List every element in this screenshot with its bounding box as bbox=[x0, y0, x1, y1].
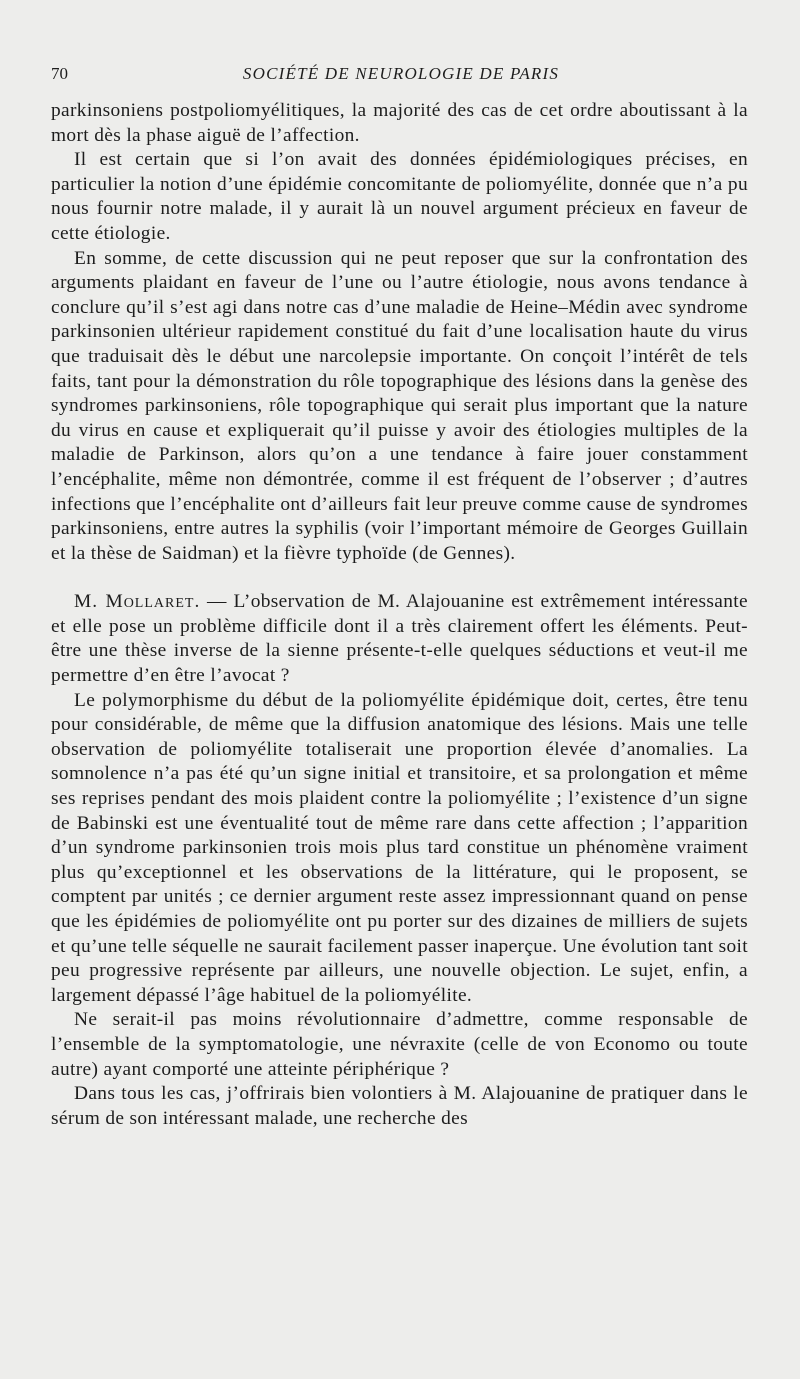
page-number: 70 bbox=[51, 64, 68, 83]
paragraph-continuation: parkinsoniens postpoliomyélitiques, la majorité des cas de cet ordre aboutissant à la mort dès la phase aiguë de l’affection. bbox=[51, 100, 748, 146]
running-title: SOCIÉTÉ DE NEUROLOGIE DE PARIS bbox=[242, 64, 560, 83]
paragraph-mollaret-intro bbox=[51, 590, 748, 688]
paragraph-mollaret-text: — L’observation de M. Alajouanine est extrêmement intéressante et elle pose un problème difficile dont il a très clairement offert les éléments. Peut-être une thèse inverse de la sienne présente-t-elle quelques séductions et veut-il me permettre d’en être l’avocat ? bbox=[51, 591, 749, 687]
paragraph-final: Dans tous les cas, j’offrirais bien volontiers à M. Alajouanine de pratiquer dans le sérum de son intéressant malade, une recherche des bbox=[51, 1083, 748, 1129]
body-text bbox=[51, 99, 748, 1131]
paragraph-nevraxite: Ne serait-il pas moins révolutionnaire d’admettre, comme responsable de l’ensemble de la symptomatologie, une névraxite (celle de von Economo ou toute autre) ayant comporté une atteinte périphérique ? bbox=[51, 1009, 748, 1080]
paragraph-conclusion: En somme, de cette discussion qui ne peut reposer que sur la confrontation des arguments plaidant en faveur de l’une ou l’autre étiologie, nous avons tendance à conclure qu’il s’est agi dans notre cas d’une maladie de Heine–Médin avec syndrome parkinsonien ultérieur rapidement constitué du fait d’une localisation haute du virus que traduisait dès le début une narcolepsie importante. On conçoit l’intérêt de tels faits, tant pour la démonstration du rôle topographique des lésions dans la genèse des syndromes parkinsoniens, rôle topographique qui serait plus important que la nature du virus en cause et expliquerait qu’il puisse y avoir des étiologies multiples de la maladie de Parkinson, alors qu’on a une tendance à faire jouer constamment l’encéphalite, même non démontrée, comme il est fréquent de l’observer ; d’autres infections que l’encéphalite ont d’ailleurs fait leur preuve comme cause de syndromes parkinsoniens, entre autres la syphilis (voir l’important mémoire de Georges Guillain et la thèse de Saidman) et la fièvre typhoïde (de Gennes). bbox=[51, 247, 748, 564]
speaker-name: M. Mollaret. bbox=[74, 591, 201, 613]
paragraph-epidemiology: Il est certain que si l’on avait des données épidémiologiques précises, en particulier la notion d’une épidémie concomitante de poliomyélite, donnée que n’a pu nous fournir notre malade, il y aurait là un nouvel argument précieux en faveur de cette étiologie. bbox=[51, 149, 748, 244]
paragraph-polymorphism: Le polymorphisme du début de la poliomyélite épidémique doit, certes, être tenu pour considérable, de même que la diffusion anatomique des lésions. Mais une telle observation de poliomyélite totaliserait une proportion élevée d’anomalies. La somnolence n’a pas été qu’un signe initial et transitoire, et sa prolongation et même ses reprises pendant des mois plaident contre la poliomyélite ; l’existence d’un signe de Babinski est une éventualité tout de même rare dans cette affection ; l’apparition d’un syndrome parkinsonien trois mois plus tard constitue un phénomène vraiment plus qu’exceptionnel et les observations de la littérature, qui le proposent, se comptent par unités ; ce dernier argument reste assez impressionnant quand on pense que les épidémies de poliomyélite ont pu porter sur des dizaines de milliers de sujets et qu’une telle séquelle ne saurait facilement passer inaperçue. Une évolution tant soit peu progressive représente par ailleurs, une nouvelle objection. Le sujet, enfin, a largement dépassé l’âge habituel de la poliomyélite. bbox=[51, 689, 748, 1006]
page-header bbox=[51, 62, 751, 86]
